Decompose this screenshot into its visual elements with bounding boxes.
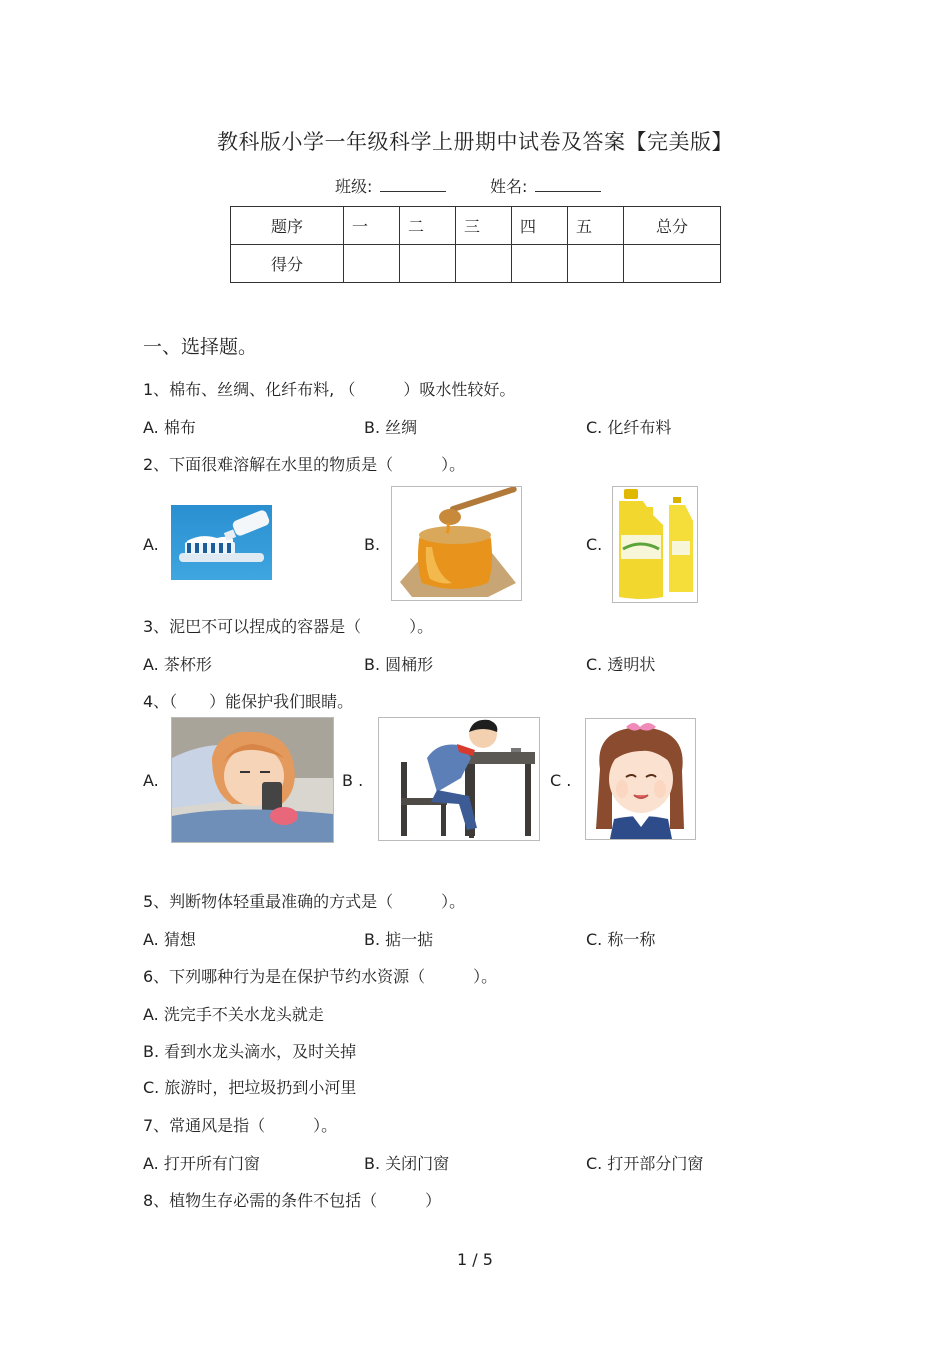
class-blank bbox=[380, 177, 446, 192]
boy-writing-at-desk-image bbox=[378, 717, 540, 841]
q3-option-b: B. 圆桶形 bbox=[364, 655, 434, 674]
q5-option-c: C. 称一称 bbox=[586, 930, 656, 949]
honey-jar-image bbox=[391, 486, 522, 601]
question-4: 4、（ ）能保护我们眼睛。 bbox=[143, 692, 354, 711]
q7-option-b: B. 关闭门窗 bbox=[364, 1154, 450, 1173]
score-table-score-row bbox=[231, 245, 721, 283]
score-header-cell: 二 bbox=[400, 207, 456, 245]
page-number: 1 / 5 bbox=[457, 1250, 493, 1269]
girl-phone-in-bed-image bbox=[171, 717, 334, 843]
girl-touching-eyes-image bbox=[585, 718, 696, 840]
score-header-cell: 五 bbox=[568, 207, 624, 245]
score-table-header-row bbox=[231, 207, 721, 245]
score-header-cell: 一 bbox=[344, 207, 400, 245]
score-header-cell: 题序 bbox=[231, 207, 344, 245]
q7-option-a: A. 打开所有门窗 bbox=[143, 1154, 260, 1173]
score-cell bbox=[624, 245, 721, 283]
q6-option-a: A. 洗完手不关水龙头就走 bbox=[143, 1005, 324, 1024]
score-row-label: 得分 bbox=[231, 245, 344, 283]
score-cell bbox=[344, 245, 400, 283]
score-cell bbox=[400, 245, 456, 283]
q2-option-c: C. bbox=[586, 535, 603, 554]
question-8: 8、植物生存必需的条件不包括（ ） bbox=[143, 1191, 442, 1210]
section-heading: 一、选择题。 bbox=[143, 336, 258, 358]
name-field bbox=[490, 174, 601, 197]
question-2: 2、下面很难溶解在水里的物质是（ ）。 bbox=[143, 455, 466, 474]
score-header-cell: 三 bbox=[456, 207, 512, 245]
q5-option-a: A. 猜想 bbox=[143, 930, 196, 949]
q4-option-b: B . bbox=[342, 771, 364, 790]
toothpaste-image bbox=[171, 505, 272, 580]
name-label: 姓名: bbox=[490, 177, 528, 196]
q1-option-a: A. 棉布 bbox=[143, 418, 196, 437]
question-1: 1、棉布、丝绸、化纤布料, （ ）吸水性较好。 bbox=[143, 380, 516, 399]
q1-option-c: C. 化纤布料 bbox=[586, 418, 672, 437]
score-cell bbox=[568, 245, 624, 283]
q5-option-b: B. 掂一掂 bbox=[364, 930, 434, 949]
question-6: 6、下列哪种行为是在保护节约水资源（ ）。 bbox=[143, 967, 498, 986]
score-header-cell: 总分 bbox=[624, 207, 721, 245]
q2-option-a: A. bbox=[143, 535, 159, 554]
q4-option-c: C . bbox=[550, 771, 572, 790]
score-cell bbox=[456, 245, 512, 283]
class-field bbox=[335, 174, 446, 197]
score-cell bbox=[512, 245, 568, 283]
name-blank bbox=[535, 177, 601, 192]
q6-option-c: C. 旅游时，把垃圾扔到小河里 bbox=[143, 1078, 357, 1097]
score-table bbox=[230, 206, 721, 283]
q2-option-b: B. bbox=[364, 535, 381, 554]
page-title: 教科版小学一年级科学上册期中试卷及答案【完美版】 bbox=[217, 130, 733, 154]
q7-option-c: C. 打开部分门窗 bbox=[586, 1154, 704, 1173]
score-header-cell: 四 bbox=[512, 207, 568, 245]
question-3: 3、泥巴不可以捏成的容器是（ ）。 bbox=[143, 617, 434, 636]
q1-option-b: B. 丝绸 bbox=[364, 418, 418, 437]
cooking-oil-image bbox=[612, 486, 698, 603]
q3-option-a: A. 茶杯形 bbox=[143, 655, 212, 674]
question-5: 5、判断物体轻重最准确的方式是（ ）。 bbox=[143, 892, 466, 911]
q6-option-b: B. 看到水龙头滴水，及时关掉 bbox=[143, 1042, 357, 1061]
q3-option-c: C. 透明状 bbox=[586, 655, 656, 674]
question-7: 7、常通风是指（ ）。 bbox=[143, 1116, 338, 1135]
class-label: 班级: bbox=[335, 177, 373, 196]
q4-option-a: A. bbox=[143, 771, 159, 790]
